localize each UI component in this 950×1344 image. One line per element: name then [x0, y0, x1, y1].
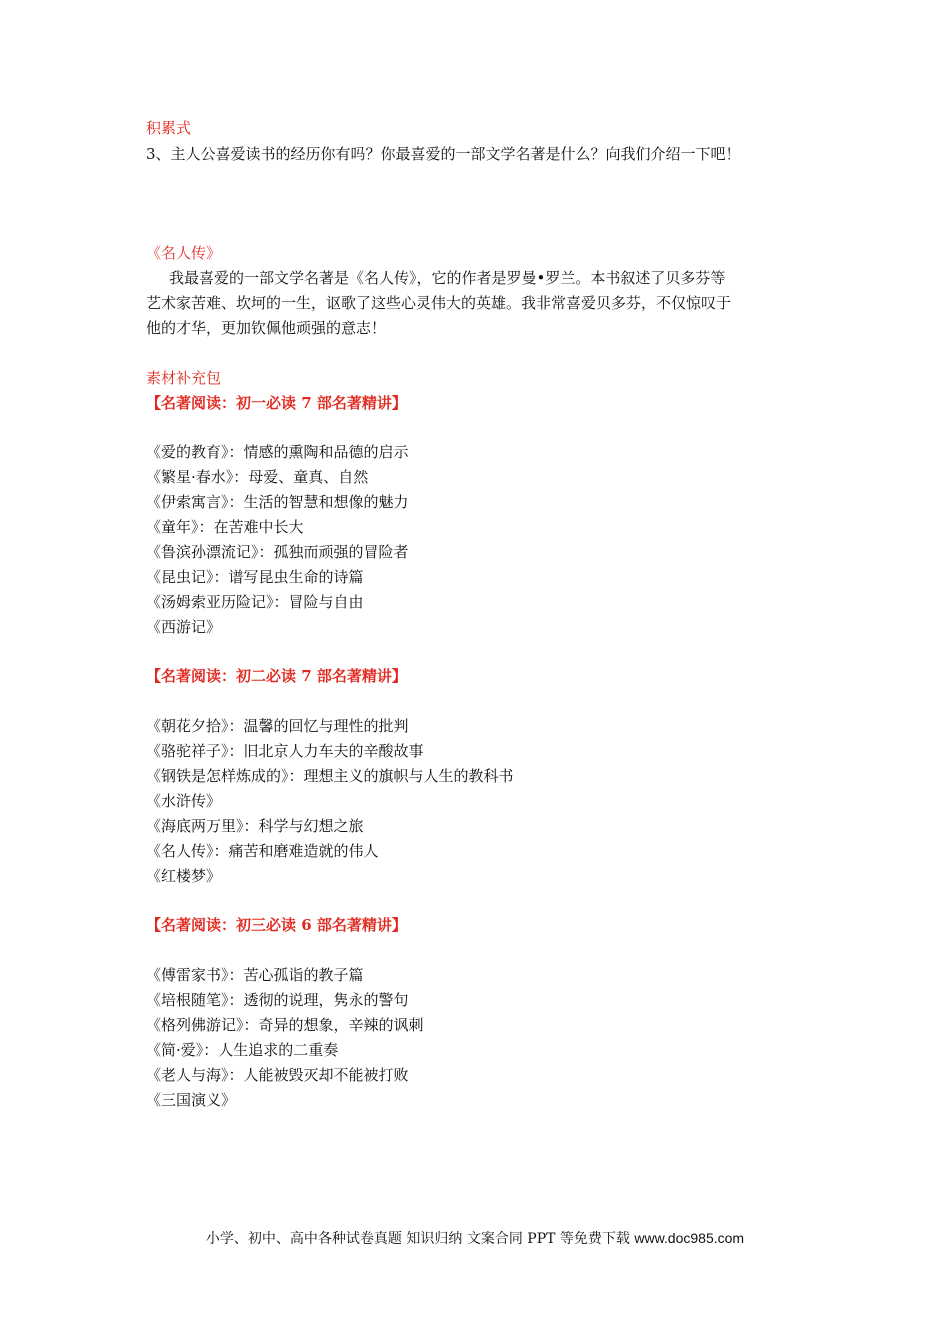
list-item: 《红楼梦》 — [146, 867, 222, 885]
list-item: 《培根随笔》：透彻的说理，隽永的警句 — [146, 991, 409, 1009]
list-item: 《昆虫记》：谱写昆虫生命的诗篇 — [146, 568, 364, 586]
footer-link[interactable]: www.doc985.com — [634, 1230, 745, 1246]
answer-title: 《名人传》 — [146, 244, 222, 262]
list-item: 《简·爱》：人生追求的二重奏 — [146, 1041, 339, 1059]
supplement-label: 素材补充包 — [146, 369, 222, 387]
section-label: 积累式 — [146, 119, 192, 137]
answer-line-1: 我最喜爱的一部文学名著是《名人传》，它的作者是罗曼•罗兰。本书叙述了贝多芬等 — [169, 269, 726, 287]
question-prompt: 3、主人公喜爱读书的经历你有吗？你最喜爱的一部文学名著是什么？向我们介绍一下吧！ — [146, 145, 741, 163]
section-heading-grade9: 【名著阅读：初三必读 6 部名著精讲】 — [146, 916, 407, 934]
list-item: 《老人与海》：人能被毁灭却不能被打败 — [146, 1066, 409, 1084]
section-heading-grade7: 【名著阅读：初一必读 7 部名著精讲】 — [146, 394, 407, 412]
list-item: 《伊索寓言》：生活的智慧和想像的魅力 — [146, 493, 409, 511]
list-item: 《海底两万里》：科学与幻想之旅 — [146, 817, 364, 835]
footer-text: 小学、初中、高中各种试卷真题 知识归纳 文案合同 PPT 等免费下载 — [205, 1231, 630, 1247]
list-item: 《格列佛游记》：奇异的想象，辛辣的讽刺 — [146, 1016, 424, 1034]
list-item: 《鲁滨孙漂流记》：孤独而顽强的冒险者 — [146, 543, 409, 561]
answer-line-2: 艺术家苦难、坎坷的一生，讴歌了这些心灵伟大的英雄。我非常喜爱贝多芬，不仅惊叹于 — [146, 294, 732, 312]
list-item: 《童年》：在苦难中长大 — [146, 518, 304, 536]
list-item: 《西游记》 — [146, 618, 222, 636]
list-item: 《水浒传》 — [146, 792, 222, 810]
list-item: 《爱的教育》：情感的熏陶和品德的启示 — [146, 443, 409, 461]
section-heading-grade8: 【名著阅读：初二必读 7 部名著精讲】 — [146, 667, 407, 685]
list-item: 《汤姆索亚历险记》：冒险与自由 — [146, 593, 364, 611]
list-item: 《傅雷家书》：苦心孤诣的教子篇 — [146, 966, 364, 984]
list-item: 《骆驼祥子》：旧北京人力车夫的辛酸故事 — [146, 742, 424, 760]
list-item: 《朝花夕拾》：温馨的回忆与理性的批判 — [146, 717, 409, 735]
list-item: 《三国演义》 — [146, 1091, 237, 1109]
list-item: 《繁星·春水》：母爱、童真、自然 — [146, 468, 369, 486]
answer-line-3: 他的才华，更加钦佩他顽强的意志！ — [146, 319, 387, 337]
list-item: 《名人传》：痛苦和磨难造就的伟人 — [146, 842, 379, 860]
list-item: 《钢铁是怎样炼成的》：理想主义的旗帜与人生的教科书 — [146, 767, 514, 785]
page-footer — [0, 1228, 950, 1249]
